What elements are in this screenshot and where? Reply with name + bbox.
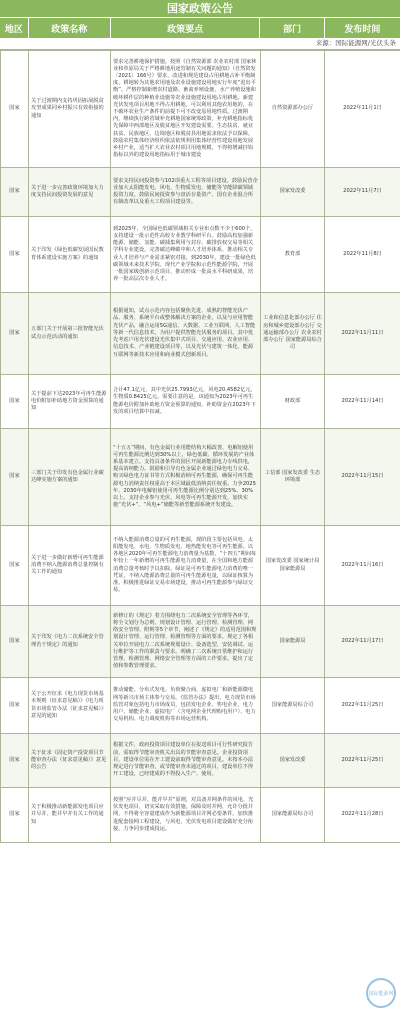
cell-region: 国家: [1, 293, 29, 375]
cell-policy-points: 要求完善耕地保护措施。按照《自然资源部 农业农村部 国家林业和草原局关于严格耕地用途管制有关问题的通知》（自然资发〔2021〕166号）要求，改进和规范建设占用耕地占补平衡制度，耕地转为其他农用地及农业设施建设用地实行年度“进出平衡”。严格控制新增农村道路、畜禽养殖设施、水产养殖设施和破坏耕作层的种植业设施等农业设施建设用地占用耕地。新建光伏发电项目用地不得占用耕地，可以利用其他农用地的，在不破坏农业生产条件的前提下可不改变原用地性质。过渡期内，继续执行跨省域补充耕地国家统筹政策，补充耕地指标优先保障中西部地区及脱贫地区开发建设需要。生态扶贫、就业扶贫、民族地区、边境地区和脱贫县用地需求依法予以保障。鼓励农村集体经济组织依法依规利用集体经营性建设用地发展乡村产业，适当扩大农业农村项目用地规模，不得将增减挂钩指标以外的建设用地指标用于城市建设: [111, 51, 261, 168]
cell-date: 2022年11月8日: [325, 217, 400, 293]
cell-policy-name: 关于过渡期内支持巩固拓展脱贫攻坚成果同乡村振兴有效衔接的通知: [29, 51, 111, 168]
header-date: 发布时间: [344, 24, 381, 35]
table-row: [1, 429, 400, 526]
cell-date: 2022年11月16日: [325, 526, 400, 606]
cell-policy-points: 新修订的《规定》着力围绕电力二次系统安全管理等各环节，将全文划分为总则、规划设计管理、运行管理、检测管理、网络安全管理、附则等5个章节，阐述了《规定》的适用范围和规划设计管理、运行管理、检测管理等方面的要求，规定了各相关单位开展电力二次系统规划设计、设备选型、安装调试、运行维护等工作的职责与要求。明确了二次系统日常维护和运行管理、检测管理、网络安全管理等方面的工作要求，提出了定值和参数管理要求。: [111, 606, 261, 678]
cell-region: 国家: [1, 526, 29, 606]
cell-department: 自然资源部办公厅: [261, 51, 325, 168]
page-title: 国家政策公告: [0, 0, 400, 18]
cell-region: 国家: [1, 168, 29, 217]
cell-region: 国家: [1, 429, 29, 526]
table-row: [1, 678, 400, 734]
cell-policy-name: 关于进一步完善政策环境加大力度支持民间投资发展的意见: [29, 168, 111, 217]
cell-policy-name: 关于征求《固定资产投资项目节能审查办法（征求意见稿）》意见的公告: [29, 734, 111, 788]
table-row: [1, 168, 400, 217]
table-row: [1, 51, 400, 168]
cell-date: 2022年11月14日: [325, 375, 400, 429]
table-row: [1, 734, 400, 788]
table-row: [1, 375, 400, 429]
header-department: 部门: [260, 18, 324, 38]
cell-policy-points: 按照“应并尽并、能并早并”原则，对具备并网条件的风电、光伏发电项目，切实采取有效措施，保障及时并网，允许分批并网，不得将全容量建成作为新能源项目并网必要条件。加快推进配套接网工程建设，与风电、光伏发电项目建设做好充分衔接，力争同步建成投运。: [111, 788, 261, 843]
cell-policy-name: 关于公开征求《电力现货市场基本规则（征求意见稿）》《电力现货市场监管办法（征求意见稿）》意见的通知: [29, 678, 111, 734]
cell-policy-points: 要求支持民间投资参与102项重大工程等项目建设。鼓励民营企业加大太阳能发电、风电、生物质发电、储能等节能降碳领域投资力度。鼓励民间投资参与盘活存量资产、国有企业混合所有制改革以及重大工程项目建设等。: [111, 168, 261, 217]
cell-policy-points: 不纳入能源消费总量的可再生能源，现阶段主要包括风电、太阳能发电、水电、生物质发电、地热能发电等可再生能源。以各地区2020年可再生能源电力消费量为基数，“十四五”期间每年较上一年新增的可再生能源电力消费量，在全国和地方能源消费总量考核时予以扣除。绿证是可再生能源电力消费的唯一凭证，不纳入能源消费总量的可再生能源电量，以绿证核算为准。积极推进绿证交易市场建设，推动可再生能源参与绿证交易。: [111, 526, 261, 606]
cell-policy-name: 五部门关于开展第三批智能光伏试点示范活动的通知: [29, 293, 111, 375]
cell-region: 国家: [1, 678, 29, 734]
table-row: [1, 606, 400, 678]
cell-policy-name: 关于进一步做好新增可再生能源消费不纳入能源消费总量控制有关工作的通知: [29, 526, 111, 606]
cell-policy-name: 关于提前下达2023年可再生能源电价附加补助地方资金预算的通知: [29, 375, 111, 429]
cell-department: 国家发改委 国家统计局 国家能源局: [261, 526, 325, 606]
cell-region: 国家: [1, 606, 29, 678]
cell-policy-points: “十五五”期间，有色金属行业用能结构大幅改善，电解铝使用可再生能源比例达到30%以上，绿色低碳、循环发展的产业体系基本建立。支持具备条件的园区开展新能源电力专线供电，提高消纳能力。鼓励和引导有色金属企业通过绿色电力交易、购买绿色电力证书等方式积极消纳可再生能源，确保可再生能源电力消纳责任权重高于本区域最低消纳责任权重。力争2025年、2030年电解铝使用可再生能源比例分别达到25%、30%以上。支持企业参与光伏、风电等可再生能源开发，加快实施“光伏+”、“风电+”储能等新型能源系统开发建设。: [111, 429, 261, 526]
cell-department: 国家发改委: [261, 734, 325, 788]
source-note: 来源：国际能源网/光伏头条: [0, 38, 400, 50]
cell-region: 国家: [1, 734, 29, 788]
cell-department: 国家能源局综合司: [261, 788, 325, 843]
cell-region: 国家: [1, 788, 29, 843]
cell-date: 2022年11月1日: [325, 51, 400, 168]
cell-date: 2022年11月28日: [325, 788, 400, 843]
header-policy-points: 政策要点: [111, 18, 261, 38]
cell-policy-points: 根据通知，试点示范内容包括聚焦先进、成熟的智能光伏产品、服务、系统平台或整体解决方案的企业，以及与应用智能光伏产品，融合运用5G通信、大数据、工业互联网、人工智能等新一代信息技术，为用户提供智能光伏服务的项目。其中优先考虑户用光伏建设光伏集中式项目、交通应用、农业应用、信息技术、产业链建设项目等，以及光伏与建筑一体化、能源互联网等新技术应用和商业模式创新项目。: [111, 293, 261, 375]
cell-policy-name: 三部门关于印发有色金属行业碳达峰实施方案的通知: [29, 429, 111, 526]
watermark-logo: [366, 978, 396, 1008]
cell-region: 国家: [1, 217, 29, 293]
cell-department: 国家能源局: [261, 606, 325, 678]
cell-policy-name: 关于积极推动新能源发电项目应并尽并、能并早并有关工作的通知: [29, 788, 111, 843]
cell-department: 工信部 国家发改委 生态环境部: [261, 429, 325, 526]
header-region: 地区: [0, 18, 29, 38]
cell-date: 2022年11月17日: [325, 606, 400, 678]
cell-policy-points: 根据文件，政府投资项目建设单位在报送项目可行性研究报告前，需取得节能审查机关出具的节能审查意见。企业投资项目，建设单位需在开工建设前取得节能审查意见。未按本办法规定进行节能审查，或节能审查未通过的项目，建设单位不得开工建设，已经建成的不得投入生产、使用。: [111, 734, 261, 788]
cell-policy-name: 关于印发《绿色低碳发展国民教育体系建设实施方案》的通知: [29, 217, 111, 293]
table-row: [1, 217, 400, 293]
cell-policy-points: 合计47.1亿元，其中光伏25.7993亿元，风电20.4582亿元，生物质0.8425亿元。需要注意的是，该通知为2023年可再生能源电价附加补助地方资金预算的通知，补助资金在2023年下发的项目结算中扣减。: [111, 375, 261, 429]
policy-table: [0, 50, 400, 843]
table-row: [1, 526, 400, 606]
table-row: [1, 788, 400, 843]
cell-policy-points: 推动储能、分布式发电、负荷聚合商、虚拟电厂和新能源微电网等新兴市场主体参与交易。《监管办法》提出，电力现货市场监管对象包括电力市场成员，包括发电企业、售电企业、电力用户、储能企业、虚拟电厂（含电网企业代理购电用户）、电力交易机构、电力调度机构等市场运营机构。: [111, 678, 261, 734]
cell-date: 2022年11月25日: [325, 678, 400, 734]
cell-department: 国家发改委: [261, 168, 325, 217]
cell-department: 财政部: [261, 375, 325, 429]
cell-department: 国家能源局综合司: [261, 678, 325, 734]
table-header: [0, 18, 400, 38]
cell-date: 2022年11月25日: [325, 734, 400, 788]
watermark-text: 国际能源网: [368, 990, 394, 997]
cell-policy-points: 到2025年，全国绿色低碳领域相关专业布点数不少于600个，支持建设一批示范性高校专业教学科研平台。鼓励高校加强新能源、储能、氢能、碳捕集利用与封存、碳排放权交易等相关学科专业建设，完善碳达峰碳中和人才培养体系，推动相关专业人才培养与产业需求紧密对接。到2030年，建设一批绿色低碳领域未来技术学院、现代产业学院和示范性能源学院，开展一批国家级创新示范项目，推动形成一批高水平科研成果，培养一批高层次专业人才。: [111, 217, 261, 293]
cell-department: 教育部: [261, 217, 325, 293]
cell-region: 国家: [1, 375, 29, 429]
cell-date: 2022年11月7日: [325, 168, 400, 217]
cell-department: 工业和信息化部办公厅 住房和城乡建设部办公厅 交通运输部办公厅 农业农村部办公厅 国家能源局综合司: [261, 293, 325, 375]
cell-date: 2022年11月15日: [325, 429, 400, 526]
cell-policy-name: 关于印发《电力二次系统安全管理若干规定》的通知: [29, 606, 111, 678]
header-policy-name: 政策名称: [29, 18, 111, 38]
cell-region: 国家: [1, 51, 29, 168]
table-row: [1, 293, 400, 375]
cell-date: 2022年11月11日: [325, 293, 400, 375]
